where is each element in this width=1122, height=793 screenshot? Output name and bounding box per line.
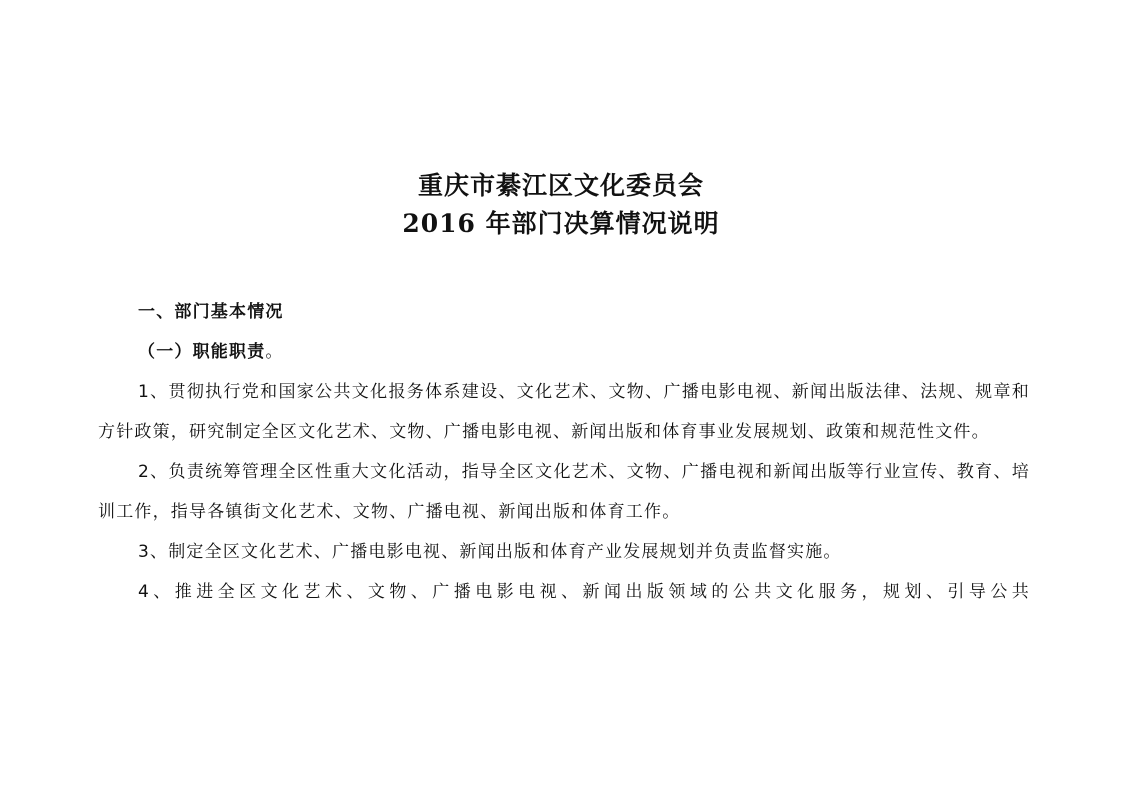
subsection-heading-label: （一）职能职责	[138, 342, 266, 362]
paragraph-4: 4、推进全区文化艺术、文物、广播电影电视、新闻出版领域的公共文化服务，规划、引导公共	[138, 582, 1030, 602]
subsection-heading-punct: 。	[265, 342, 284, 362]
paragraph-3: 3、制定全区文化艺术、广播电影电视、新闻出版和体育产业发展规划并负责监督实施。	[138, 542, 842, 562]
document-title-line-1: 重庆市綦江区文化委员会	[417, 171, 704, 200]
subsection-heading	[98, 332, 1030, 372]
section-heading: 一、部门基本情况	[138, 302, 284, 322]
document-title-line-2: 2016 年部门决算情况说明	[402, 209, 720, 238]
paragraph-1: 1、贯彻执行党和国家公共文化报务体系建设、文化艺术、文物、广播电影电视、新闻出版法律、法规、规章和方针政策，研究制定全区文化艺术、文物、广播电影电视、新闻出版和体育事业发展规划、政策和规范性文件。	[98, 382, 1030, 442]
document-body	[98, 292, 1030, 612]
paragraph-2: 2、负责统筹管理全区性重大文化活动，指导全区文化艺术、文物、广播电视和新闻出版等行业宣传、教育、培训工作，指导各镇街文化艺术、文物、广播电视、新闻出版和体育工作。	[98, 462, 1030, 522]
